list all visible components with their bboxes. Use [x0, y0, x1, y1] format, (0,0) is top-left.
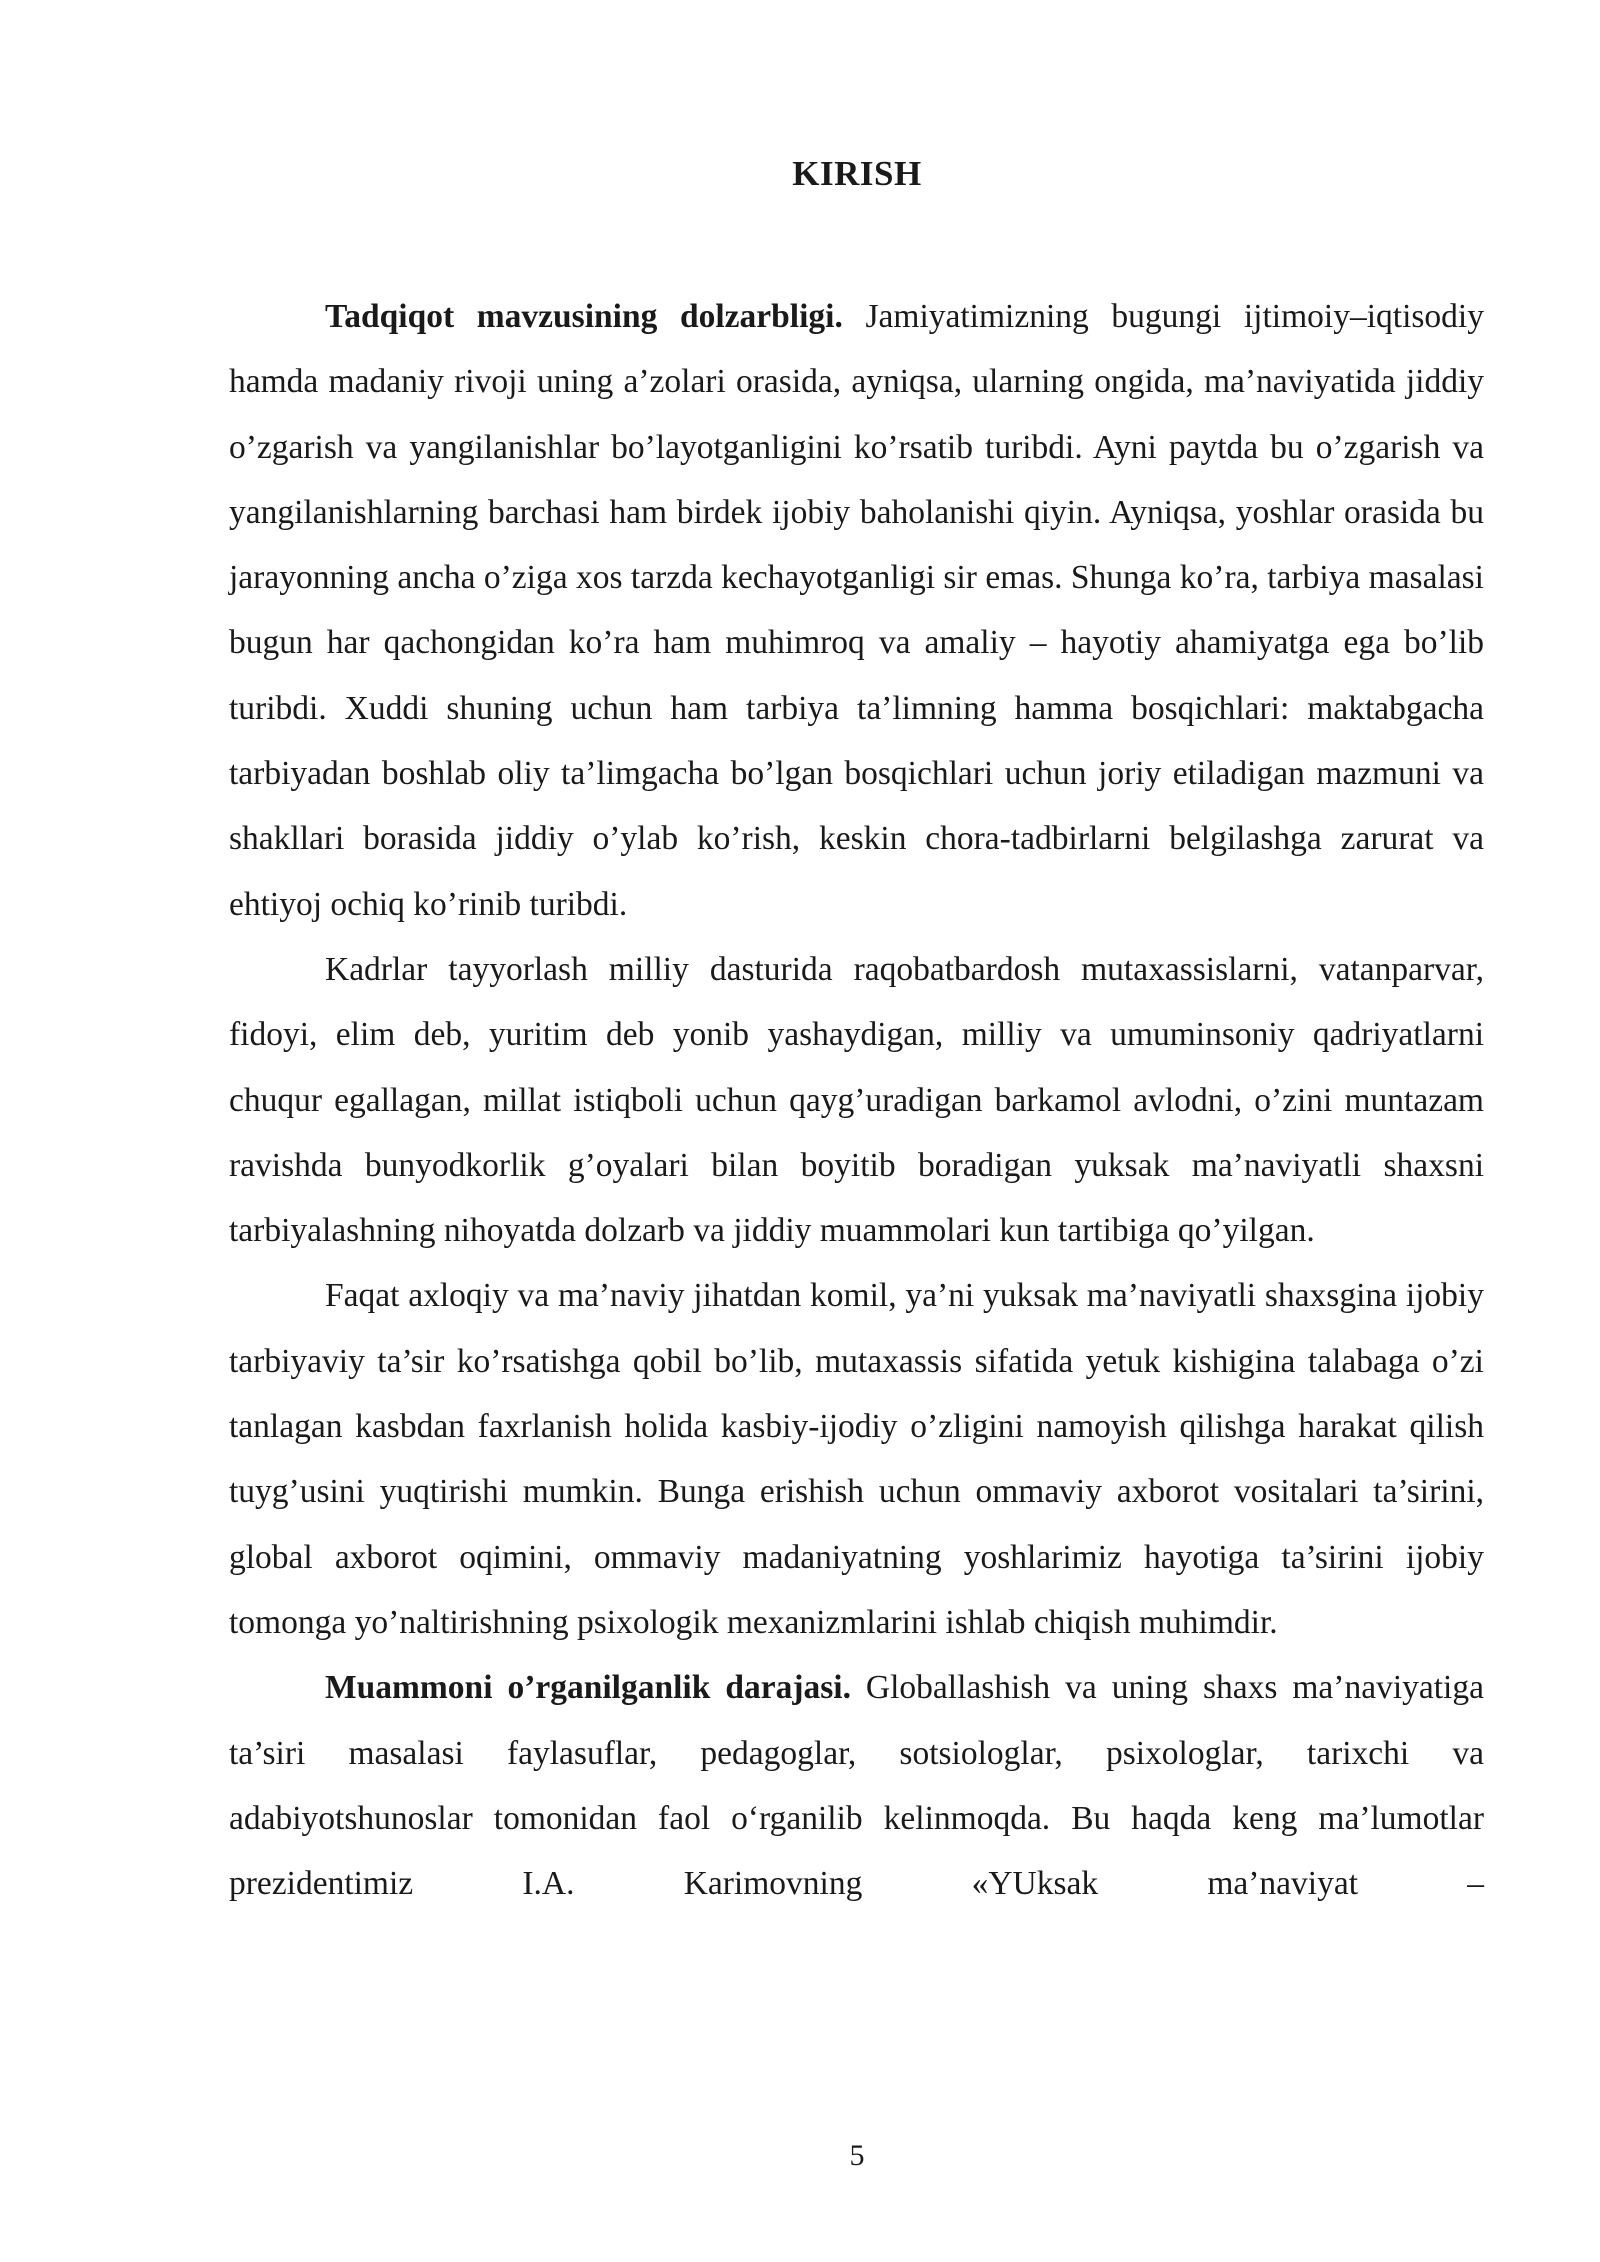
section-heading: KIRISH: [792, 154, 922, 193]
paragraph-lead: Muammoni o’rganilganlik darajasi.: [325, 1669, 851, 1707]
paragraph-text: Faqat axloqiy va ma’naviy jihatdan komil, ya’ni yuksak ma’naviyatli shaxsgina ijobiy tarbiyaviy ta’sir ko’rsatishga qobil bo’lib, mutaxassis sifatida yetuk kishigina talabaga o’zi tanlagan kasbdan faxrlanish holida kasbiy-ijodiy o’zligini namoyish qilishga harakat qilish tuyg’usini yuqtirishi mumkin. Bunga erishish uchun ommaviy axborot vositalari ta’sirini, global axborot oqimini, ommaviy madaniyatning yoshlarimiz hayotiga ta’sirini ijobiy tomonga yo’naltirishning psixologik mexanizmlarini ishlab chiqish muhimdir.: [229, 1277, 1484, 1641]
paragraph-spirituality: [229, 1263, 1484, 1655]
body-text: [229, 284, 1484, 1916]
paragraph-personnel-training: [229, 937, 1484, 1263]
paragraph-text: Globallashish va uning shaxs ma’naviyatiga ta’siri masalasi faylasuflar, pedagoglar, sotsiologlar, psixologlar, tarixchi va adabiyotshunoslar tomonidan faol o‘rganilib kelinmoqda. Bu haqda keng ma’lumotlar prezidentimiz I.A. Karimovning «YUksak ma’naviyat –: [229, 1669, 1484, 1903]
paragraph-study-degree: [229, 1655, 1484, 1916]
page-number: 5: [849, 2139, 865, 2172]
paragraph-relevance: [229, 284, 1484, 937]
paragraph-lead: Tadqiqot mavzusining dolzarbligi.: [325, 298, 843, 335]
paragraph-text: Jamiyatimizning bugungi ijtimoiy–iqtisodiy hamda madaniy rivoji uning a’zolari orasida, ayniqsa, ularning ongida, ma’naviyatida jiddiy o’zgarish va yangilanishlar bo’layotganligini ko’rsatib turibdi. Ayni paytda bu o’zgarish va yangilanishlarning barchasi ham birdek ijobiy baholanishi qiyin. Ayniqsa, yoshlar orasida bu jarayonning ancha o’ziga xos tarzda kechayotganligi sir emas. Shunga ko’ra, tarbiya masalasi bugun har qachongidan ko’ra ham muhimroq va amaliy – hayotiy ahamiyatga ega bo’lib turibdi. Xuddi shuning uchun ham tarbiya ta’limning hamma bosqichlari: maktabgacha tarbiyadan boshlab oliy ta’limgacha bo’lgan bosqichlari uchun joriy etiladigan mazmuni va shakllari borasida jiddiy o’ylab ko’rish, keskin chora-tadbirlarni belgilashga zarurat va ehtiyoj ochiq ko’rinib turibdi.: [229, 298, 1484, 923]
paragraph-text: Kadrlar tayyorlash milliy dasturida raqobatbardosh mutaxassislarni, vatanparvar, fidoyi, elim deb, yuritim deb yonib yashaydigan, milliy va umuminsoniy qadriyatlarni chuqur egallagan, millat istiqboli uchun qayg’uradigan barkamol avlodni, o’zini muntazam ravishda bunyodkorlik g’oyalari bilan boyitib boradigan yuksak ma’naviyatli shaxsni tarbiyalashning nihoyatda dolzarb va jiddiy muammolari kun tartibiga qo’yilgan.: [229, 950, 1484, 1250]
